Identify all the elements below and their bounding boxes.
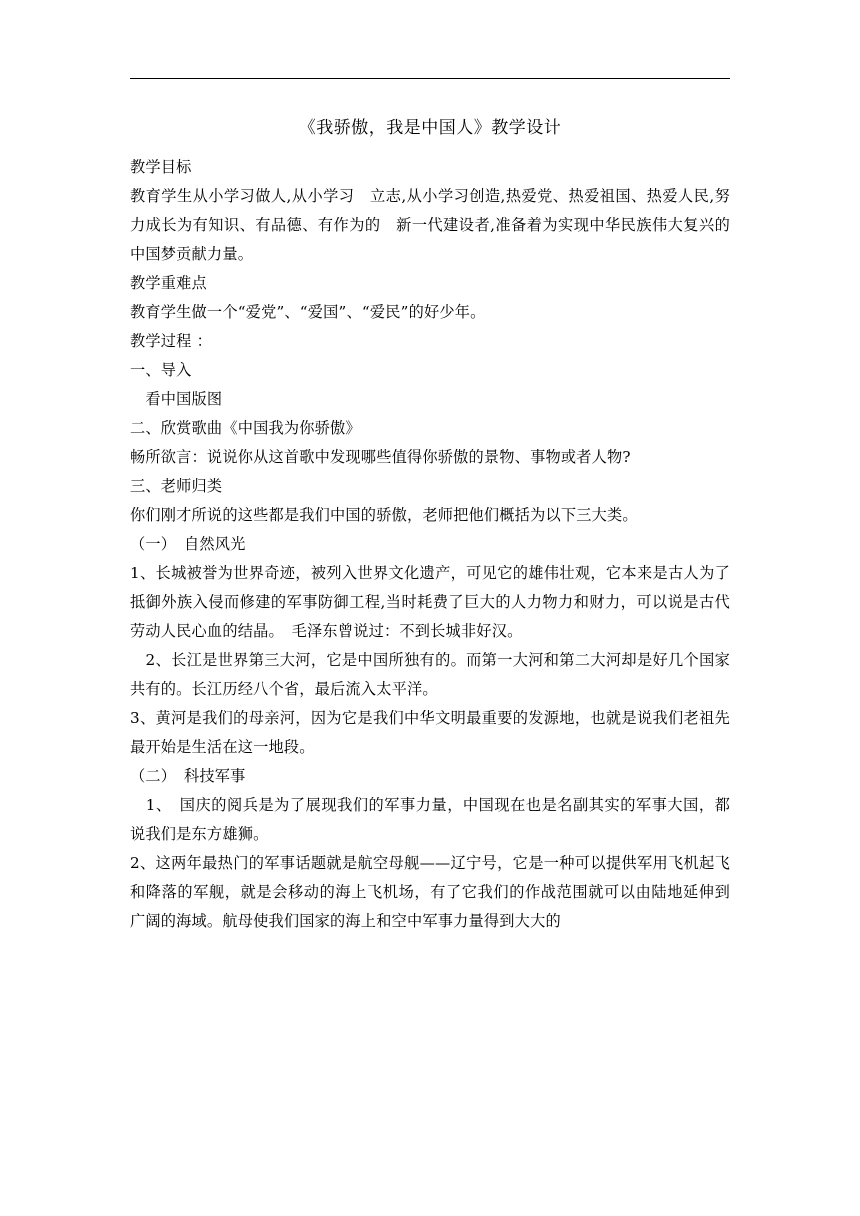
document-title: 《我骄傲，我是中国人》教学设计	[298, 118, 562, 138]
section-heading-objectives: 教学目标	[130, 158, 192, 176]
nature-item-great-wall: 1、长城被誉为世界奇迹，被列入世界文化遗产，可见它的雄伟壮观，它本来是古人为了抵御外族入侵而修建的军事防御工程,当时耗费了巨大的人力物力和财力，可以说是古代劳动人民心血的结晶。 毛泽东曾说过：不到长城非好汉。	[130, 564, 730, 640]
military-item-carrier: 2、这两年最热门的军事话题就是航空母舰——辽宁号，它是一种可以提供军用飞机起飞和降落的军舰，就是会移动的海上飞机场，有了它我们的作战范围就可以由陆地延伸到广阔的海域。航母使我们国家的海上和空中军事力量得到大大的	[130, 854, 730, 930]
step-classify-heading: 三、老师归类	[130, 477, 223, 495]
section-heading-key-points: 教学重难点	[130, 274, 207, 292]
document-body	[130, 153, 730, 936]
step-classify-paragraph: 你们刚才所说的这些都是我们中国的骄傲，老师把他们概括为以下三大类。	[130, 506, 638, 524]
step-song-paragraph: 畅所欲言：说说你从这首歌中发现哪些值得你骄傲的景物、事物或者人物?	[130, 448, 631, 466]
section-heading-process: 教学过程 ：	[130, 332, 212, 350]
nature-item-yangtze: 2、长江是世界第三大河，它是中国所独有的。而第一大河和第二大河却是好几个国家共有的。长江历经八个省，最后流入太平洋。	[130, 651, 730, 698]
category-nature-heading: （一） 自然风光	[130, 535, 246, 553]
category-military-heading: （二） 科技军事	[130, 767, 246, 785]
nature-item-yellow-river: 3、黄河是我们的母亲河，因为它是我们中华文明最重要的发源地，也就是说我们老祖先最开始是生活在这一地段。	[130, 709, 730, 756]
step-intro-heading: 一、导入	[130, 361, 192, 379]
step-song-heading: 二、欣赏歌曲《中国我为你骄傲》	[130, 419, 361, 437]
objectives-paragraph: 教育学生从小学习做人,从小学习 立志,从小学习创造,热爱党、热爱祖国、热爱人民,努力成长为有知识、有品德、有作为的 新一代建设者,准备着为实现中华民族伟大复兴的中国梦贡献力量。	[130, 187, 730, 263]
step-intro-paragraph: 看中国版图	[130, 390, 223, 408]
military-item-parade: 1、 国庆的阅兵是为了展现我们的军事力量，中国现在也是名副其实的军事大国，都说我们是东方雄狮。	[130, 796, 730, 843]
header-rule	[130, 78, 730, 79]
key-points-paragraph: 教育学生做一个“爱党”、“爱国”、“爱民”的好少年。	[130, 303, 486, 321]
